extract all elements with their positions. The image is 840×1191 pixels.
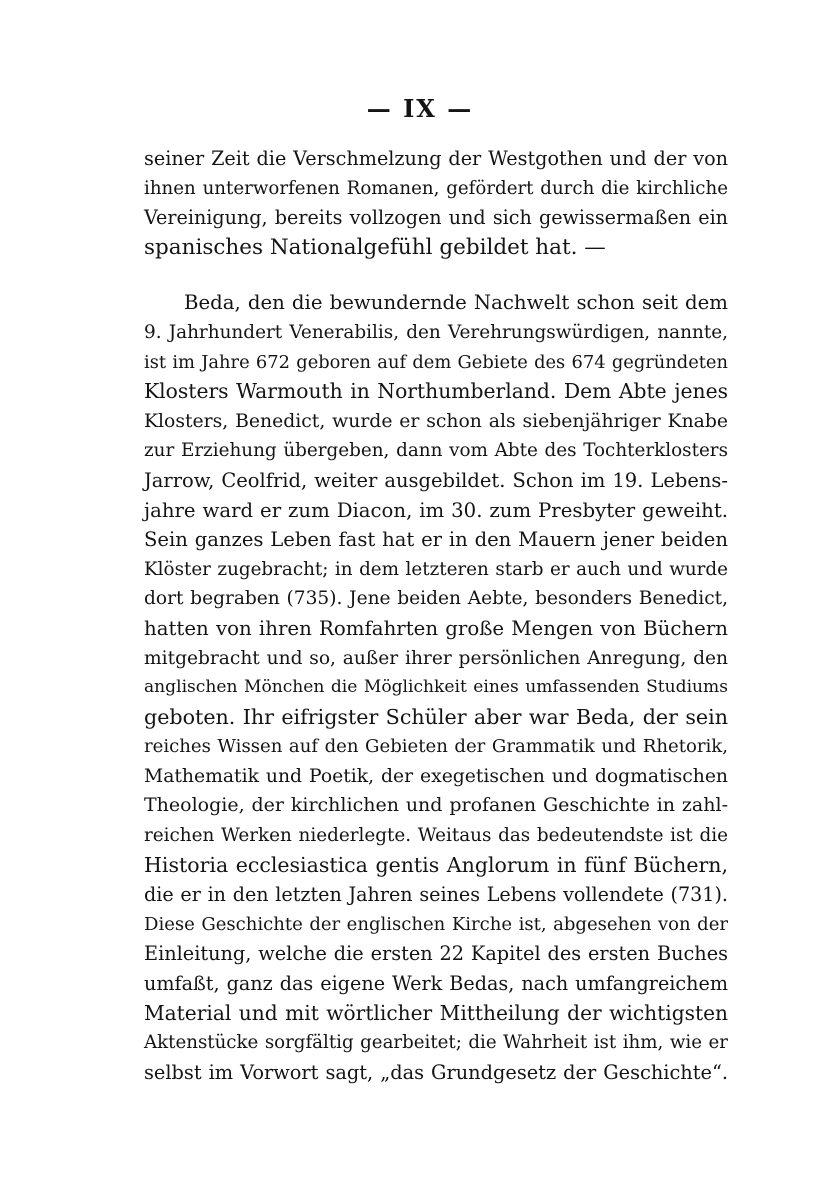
text-line: anglischen Mönchen die Möglichkeit eines umfassenden Studiums: [144, 677, 728, 698]
text-line: Vereinigung, bereits vollzogen und sich gewissermaßen ein: [144, 206, 728, 230]
text-line: Mathematik und Poetik, der exegetischen und dogmatischen: [144, 765, 728, 787]
text-line: selbst im Vorwort sagt, „das Grundgesetz der Geschichte“.: [144, 1060, 728, 1084]
text-line: jahre ward er zum Diacon, im 30. zum Presbyter geweiht.: [144, 498, 728, 522]
text-line: Klöster zugebracht; in dem letzteren starb er auch und wurde: [144, 558, 728, 580]
paragraph-2: [144, 288, 728, 1087]
text-line: Jarrow, Ceolfrid, weiter ausgebildet. Schon im 19. Lebens-: [144, 468, 728, 492]
text-line: Aktenstücke sorgfältig gearbeitet; die Wahrheit ist ihm, wie er: [144, 1032, 728, 1054]
paragraph-gap: [144, 262, 728, 288]
text-line: Klosters, Benedict, wurde er schon als siebenjähriger Knabe: [144, 410, 728, 432]
text-line: Material und mit wörtlicher Mittheilung der wichtigsten: [144, 1000, 728, 1025]
page-number-header: — IX —: [366, 94, 474, 123]
text-line: spanisches Nationalgefühl gebildet hat. —: [144, 234, 606, 260]
text-line: dort begraben (735). Jene beiden Aebte, besonders Benedict,: [144, 588, 728, 610]
text-line: Theologie, der kirchlichen und profanen Geschichte in zahl-: [144, 794, 728, 817]
text-line: reichen Werken niederlegte. Weitaus das bedeutendste ist die: [144, 825, 728, 847]
text-line: Einleitung, welche die ersten 22 Kapitel des ersten Buches: [144, 942, 728, 966]
text-line: reiches Wissen auf den Gebieten der Grammatik und Rhetorik,: [144, 736, 728, 758]
text-line: umfaßt, ganz das eigene Werk Bedas, nach umfangreichem: [144, 972, 728, 996]
body-text: [144, 144, 728, 1087]
text-line: Diese Geschichte der englischen Kirche ist, abgesehen von der: [144, 913, 728, 935]
text-line: zur Erziehung übergeben, dann vom Abte des Tochterklosters: [144, 440, 728, 462]
text-line: ihnen unterworfenen Romanen, gefördert durch die kirchliche: [144, 177, 728, 199]
text-line: ist im Jahre 672 geboren auf dem Gebiete des 674 gegründeten: [144, 351, 728, 373]
text-line: mitgebracht und so, außer ihrer persönlichen Anregung, den: [144, 647, 728, 669]
text-line: Klosters Warmouth in Northumberland. Dem Abte jenes: [144, 379, 728, 404]
text-line: seiner Zeit die Verschmelzung der Westgothen und der von: [144, 147, 728, 170]
text-line: geboten. Ihr eifrigster Schüler aber war Beda, der sein: [144, 704, 728, 729]
text-line: Sein ganzes Leben fast hat er in den Mauern jener beiden: [144, 528, 728, 552]
paragraph-1: [144, 144, 728, 262]
text-line: Beda, den die bewundernde Nachwelt schon seit dem: [184, 291, 728, 315]
text-line: 9. Jahrhundert Venerabilis, den Verehrungswürdigen, nannte,: [144, 321, 728, 343]
text-line: Historia ecclesiastica gentis Anglorum in fünf Büchern,: [144, 852, 728, 877]
text-line: hatten von ihren Romfahrten große Mengen von Büchern: [144, 616, 728, 640]
text-line: die er in den letzten Jahren seines Lebens vollendete (731).: [144, 883, 728, 907]
